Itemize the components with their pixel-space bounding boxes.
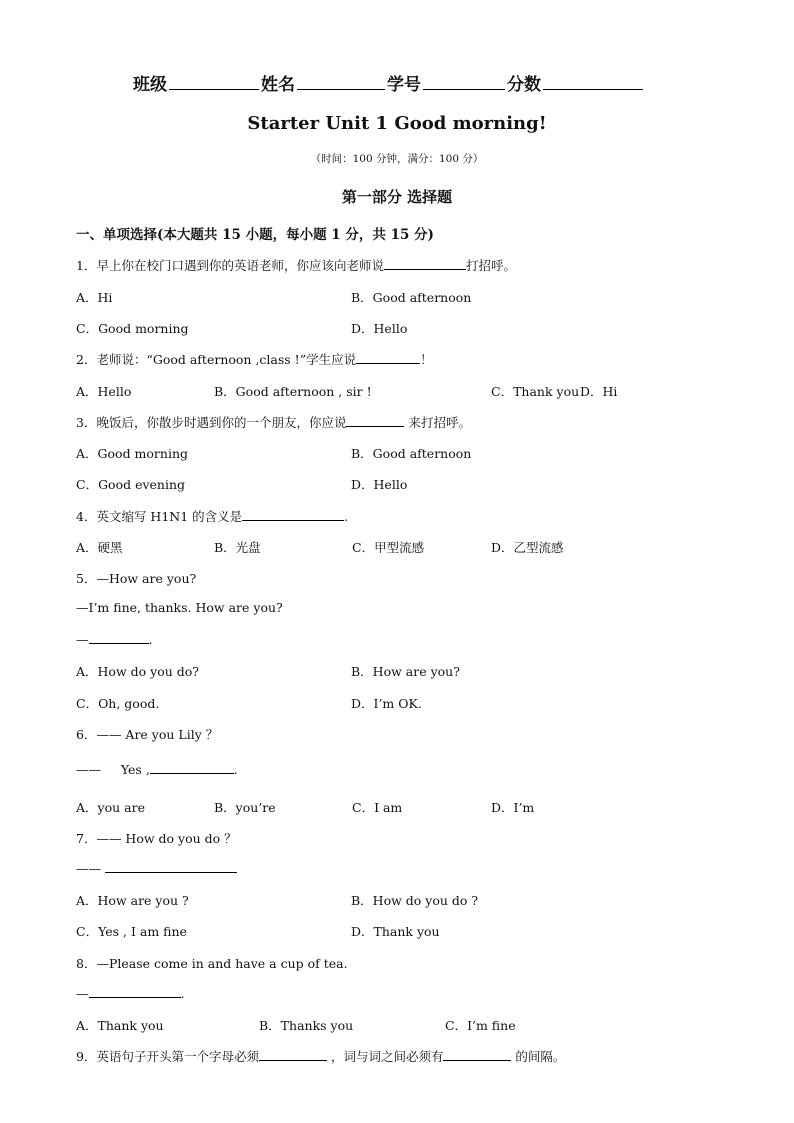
- question-1-option-b[interactable]: B．Good afternoon: [351, 290, 472, 305]
- question-5-option-c[interactable]: C．Oh, good.: [76, 696, 160, 711]
- question-8-answer-line: — .: [76, 986, 185, 1001]
- question-3-option-a[interactable]: A．Good morning: [76, 446, 188, 461]
- question-5-option-a[interactable]: A．How do you do?: [76, 664, 199, 679]
- question-6-option-b[interactable]: B．you’re: [214, 800, 276, 815]
- question-8-option-c[interactable]: C．I’m fine: [445, 1018, 516, 1033]
- answer-blank[interactable]: [242, 508, 344, 521]
- answer-blank[interactable]: [89, 985, 181, 998]
- question-2-stem: 2．老师说：“Good afternoon ,class !”学生应说 ！: [76, 352, 433, 367]
- answer-blank[interactable]: [89, 631, 149, 644]
- question-7-stem: 7．—— How do you do ？: [76, 831, 237, 846]
- question-7-option-d[interactable]: D．Thank you: [351, 924, 440, 939]
- question-8-option-b[interactable]: B．Thanks you: [259, 1018, 354, 1033]
- question-7-option-a[interactable]: A．How are you ?: [76, 893, 189, 908]
- page-title: Starter Unit 1 Good morning!: [247, 113, 547, 134]
- question-4-option-a[interactable]: A．硬黑: [76, 540, 123, 555]
- question-3-option-d[interactable]: D．Hello: [351, 477, 408, 492]
- answer-blank[interactable]: [105, 860, 237, 873]
- question-1-option-a[interactable]: A．Hi: [76, 290, 113, 305]
- name-blank[interactable]: [297, 74, 385, 90]
- question-8-option-a[interactable]: A．Thank you: [76, 1018, 164, 1033]
- id-label: 学号: [387, 75, 421, 95]
- section-title: 一、单项选择(本大题共 15 小题，每小题 1 分，共 15 分): [76, 227, 434, 243]
- question-6-option-a[interactable]: A．you are: [76, 800, 145, 815]
- class-label: 班级: [133, 75, 167, 95]
- answer-blank[interactable]: [150, 761, 234, 774]
- question-1-stem: 1．早上你在校门口遇到你的英语老师，你应该向老师说 打招呼。: [76, 258, 516, 273]
- answer-blank[interactable]: [346, 414, 404, 427]
- score-blank[interactable]: [543, 74, 643, 90]
- question-5-answer-line: — .: [76, 632, 153, 647]
- question-5-dialog-line: —I’m fine, thanks. How are you?: [76, 600, 283, 615]
- question-5-option-d[interactable]: D．I’m OK.: [351, 696, 422, 711]
- question-6-stem: 6．—— Are you Lily ？: [76, 727, 219, 742]
- question-6-answer-line: —— Yes , .: [76, 762, 238, 777]
- question-8-stem: 8．—Please come in and have a cup of tea.: [76, 956, 348, 971]
- question-5-option-b[interactable]: B．How are you?: [351, 664, 460, 679]
- question-6-option-d[interactable]: D．I’m: [491, 800, 535, 815]
- score-label: 分数: [507, 75, 541, 95]
- question-7-answer-line: ——: [76, 860, 237, 876]
- question-1-option-c[interactable]: C．Good morning: [76, 321, 189, 336]
- question-4-stem: 4．英文缩写 H1N1 的含义是 .: [76, 509, 349, 524]
- id-blank[interactable]: [423, 74, 505, 90]
- question-4-option-c[interactable]: C．甲型流感: [352, 540, 425, 555]
- question-2-option-d[interactable]: D．Hi: [580, 384, 618, 399]
- question-4-option-b[interactable]: B．光盘: [214, 540, 261, 555]
- answer-blank[interactable]: [443, 1048, 511, 1061]
- exam-info: （时间：100 分钟，满分：100 分）: [310, 153, 484, 165]
- question-5-stem: 5．—How are you?: [76, 571, 197, 586]
- student-info-header: [133, 70, 645, 95]
- question-1-option-d[interactable]: D．Hello: [351, 321, 408, 336]
- name-label: 姓名: [261, 75, 295, 95]
- answer-blank[interactable]: [384, 257, 466, 270]
- question-3-option-b[interactable]: B．Good afternoon: [351, 446, 472, 461]
- question-4-option-d[interactable]: D．乙型流感: [491, 540, 564, 555]
- question-3-option-c[interactable]: C．Good evening: [76, 477, 186, 492]
- answer-blank[interactable]: [259, 1048, 327, 1061]
- question-7-option-b[interactable]: B．How do you do ?: [351, 893, 479, 908]
- question-2-option-a[interactable]: A．Hello: [76, 384, 132, 399]
- part-title: 第一部分 选择题: [341, 188, 453, 206]
- question-2-option-c[interactable]: C．Thank you: [491, 384, 580, 399]
- question-6-option-c[interactable]: C．I am: [352, 800, 403, 815]
- question-3-stem: 3．晚饭后，你散步时遇到你的一个朋友，你应说 来打招呼。: [76, 415, 471, 430]
- class-blank[interactable]: [169, 74, 259, 90]
- question-9-stem: 9．英语句子开头第一个字母必须 ，词与词之间必须有 的间隔。: [76, 1049, 566, 1064]
- answer-blank[interactable]: [356, 351, 420, 364]
- question-2-option-b[interactable]: B．Good afternoon , sir !: [214, 384, 372, 399]
- question-7-option-c[interactable]: C．Yes , I am fine: [76, 924, 187, 939]
